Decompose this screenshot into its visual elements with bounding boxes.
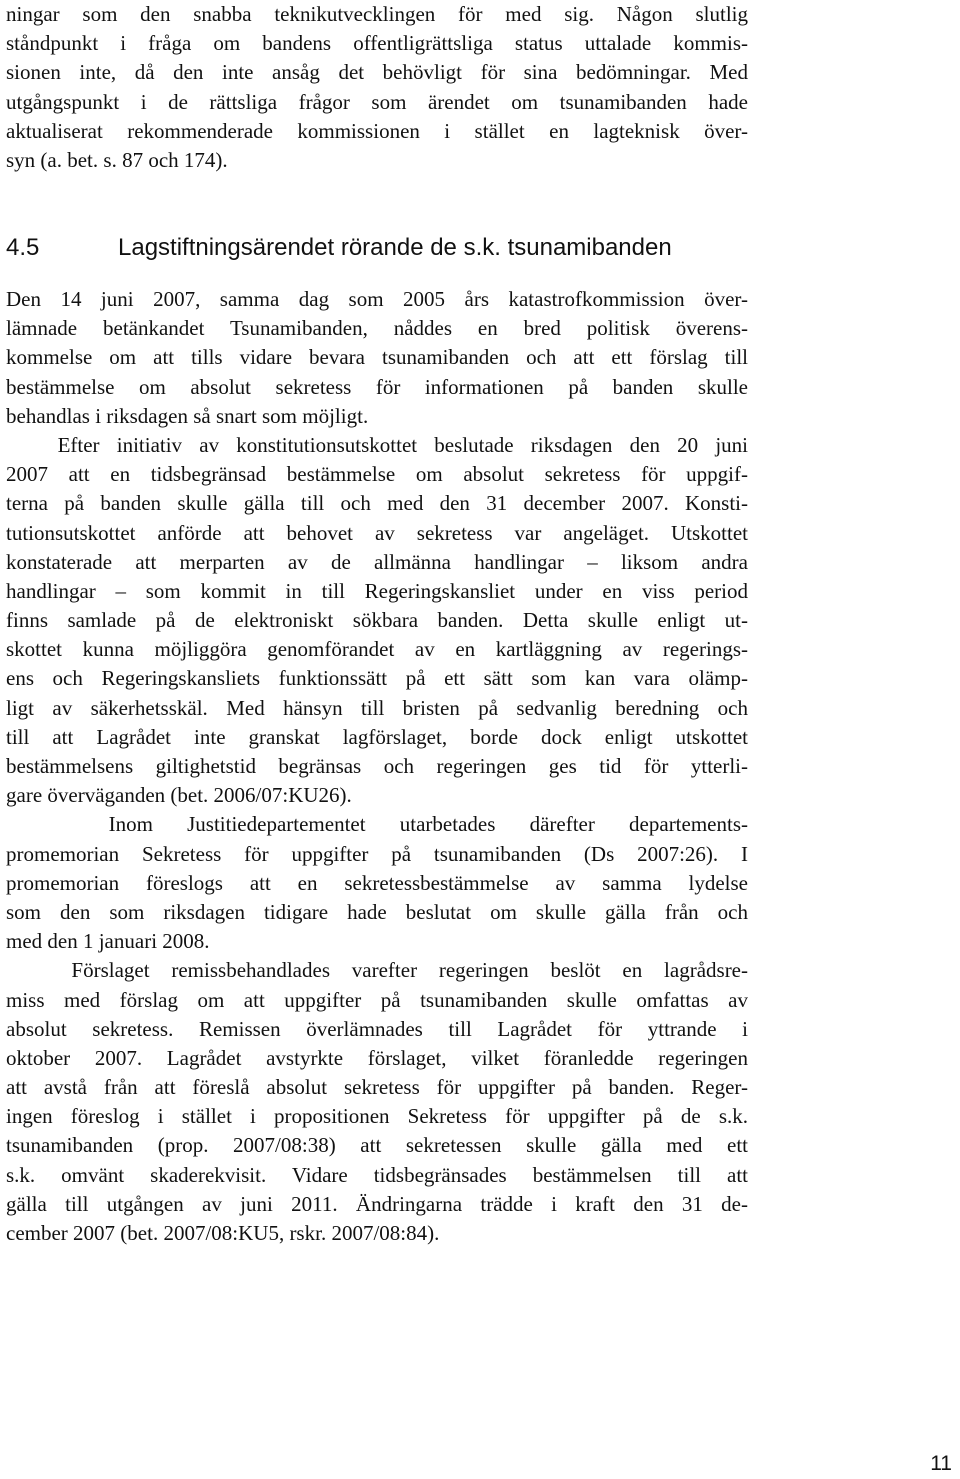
text-line: miss med förslag om att uppgifter på tsunamibanden skulle omfattas av bbox=[6, 987, 748, 1012]
text-line: aktualiserat rekommenderade kommissionen i stället en lagteknisk över- bbox=[6, 118, 748, 143]
text-line: gare överväganden (bet. 2006/07:KU26). bbox=[6, 783, 352, 808]
text-line: till att Lagrådet inte granskat lagförslaget, borde dock enligt utskottet bbox=[6, 724, 748, 749]
text-line: konstaterade att merparten av de allmänna handlingar – liksom andra bbox=[6, 549, 748, 574]
text-line: sionen inte, då den inte ansåg det behövligt för sina bedömningar. Med bbox=[6, 60, 748, 85]
paragraph bbox=[6, 810, 748, 956]
text-line: ståndpunkt i fråga om bandens offentligrättsliga status uttalade kommis- bbox=[6, 31, 748, 56]
page-number: 11 bbox=[930, 1452, 952, 1475]
section-title: Lagstiftningsärendet rörande de s.k. tsunamibanden bbox=[118, 234, 672, 261]
text-line: s.k. omvänt skaderekvisit. Vidare tidsbegränsades bestämmelsen till att bbox=[6, 1162, 748, 1187]
text-line: syn (a. bet. s. 87 och 174). bbox=[6, 147, 228, 172]
section-heading bbox=[6, 232, 672, 264]
intro-paragraph bbox=[6, 0, 748, 175]
section-number: 4.5 bbox=[6, 234, 40, 261]
text-line: ens och Regeringskansliets funktionssätt på ett sätt som kan vara olämp- bbox=[6, 666, 748, 691]
text-line: som den som riksdagen tidigare hade beslutat om skulle gälla från och bbox=[6, 899, 748, 924]
text-line: ingen föreslog i stället i propositionen Sekretess för uppgifter på de s.k. bbox=[6, 1104, 748, 1129]
text-line: bestämmelse om absolut sekretess för informationen på banden skulle bbox=[6, 374, 748, 399]
text-line: cember 2007 (bet. 2007/08:KU5, rskr. 2007/08:84). bbox=[6, 1221, 440, 1245]
text-line: absolut sekretess. Remissen överlämnades till Lagrådet för yttrande i bbox=[6, 1016, 748, 1041]
text-line: kommelse om att tills vidare bevara tsunamibanden och att ett förslag till bbox=[6, 345, 748, 370]
text-line: Inom Justitiedepartementet utarbetades därefter departements- bbox=[6, 812, 748, 837]
text-line: oktober 2007. Lagrådet avstyrkte förslaget, vilket föranledde regeringen bbox=[6, 1045, 748, 1070]
text-line: skottet kunna möjliggöra genomförandet av en kartläggning av regerings- bbox=[6, 637, 748, 662]
text-line: lämnade betänkandet Tsunamibanden, nåddes en bred politisk överens- bbox=[6, 316, 748, 341]
text-line: promemorian föreslogs att en sekretessbestämmelse av samma lydelse bbox=[6, 870, 748, 895]
text-line: Förslaget remissbehandlades varefter regeringen beslöt en lagrådsre- bbox=[6, 958, 748, 983]
text-line: finns samlade på de elektroniskt sökbara banden. Detta skulle enligt ut- bbox=[6, 608, 748, 633]
text-line: Den 14 juni 2007, samma dag som 2005 års katastrofkommission över- bbox=[6, 287, 748, 311]
paragraph bbox=[6, 431, 748, 810]
text-line: att avstå från att föreslå absolut sekretess för uppgifter på banden. Reger- bbox=[6, 1075, 748, 1100]
section-body bbox=[6, 285, 748, 1248]
text-line: ningar som den snabba teknikutvecklingen för med sig. Någon slutlig bbox=[6, 2, 748, 26]
text-line: promemorian Sekretess för uppgifter på tsunamibanden (Ds 2007:26). I bbox=[6, 841, 748, 866]
text-line: bestämmelsens giltighetstid begränsas och regeringen ges tid för ytterli- bbox=[6, 754, 748, 778]
text-line: ligt av säkerhetsskäl. Med hänsyn till bristen på sedvanlig beredning och bbox=[6, 695, 748, 720]
text-line: tutionsutskottet anförde att behovet av sekretess var angeläget. Utskottet bbox=[6, 520, 748, 545]
text-line: med den 1 januari 2008. bbox=[6, 929, 210, 954]
paragraph bbox=[6, 285, 748, 431]
text-line: utgångspunkt i de rättsliga frågor som ärendet om tsunamibanden hade bbox=[6, 89, 748, 114]
text-line: Efter initiativ av konstitutionsutskottet beslutade riksdagen den 20 juni bbox=[6, 432, 748, 457]
text-line: 2007 att en tidsbegränsad bestämmelse om absolut sekretess för uppgif- bbox=[6, 462, 748, 487]
text-line: tsunamibanden (prop. 2007/08:38) att sekretessen skulle gälla med ett bbox=[6, 1133, 748, 1158]
text-line: handlingar – som kommit in till Regeringskansliet under en viss period bbox=[6, 578, 748, 603]
paragraph bbox=[6, 956, 748, 1248]
text-line: behandlas i riksdagen så snart som möjligt. bbox=[6, 403, 369, 428]
text-line: gälla till utgången av juni 2011. Ändringarna trädde i kraft den 31 de- bbox=[6, 1191, 748, 1216]
text-line: terna på banden skulle gälla till och med den 31 december 2007. Konsti- bbox=[6, 491, 748, 516]
